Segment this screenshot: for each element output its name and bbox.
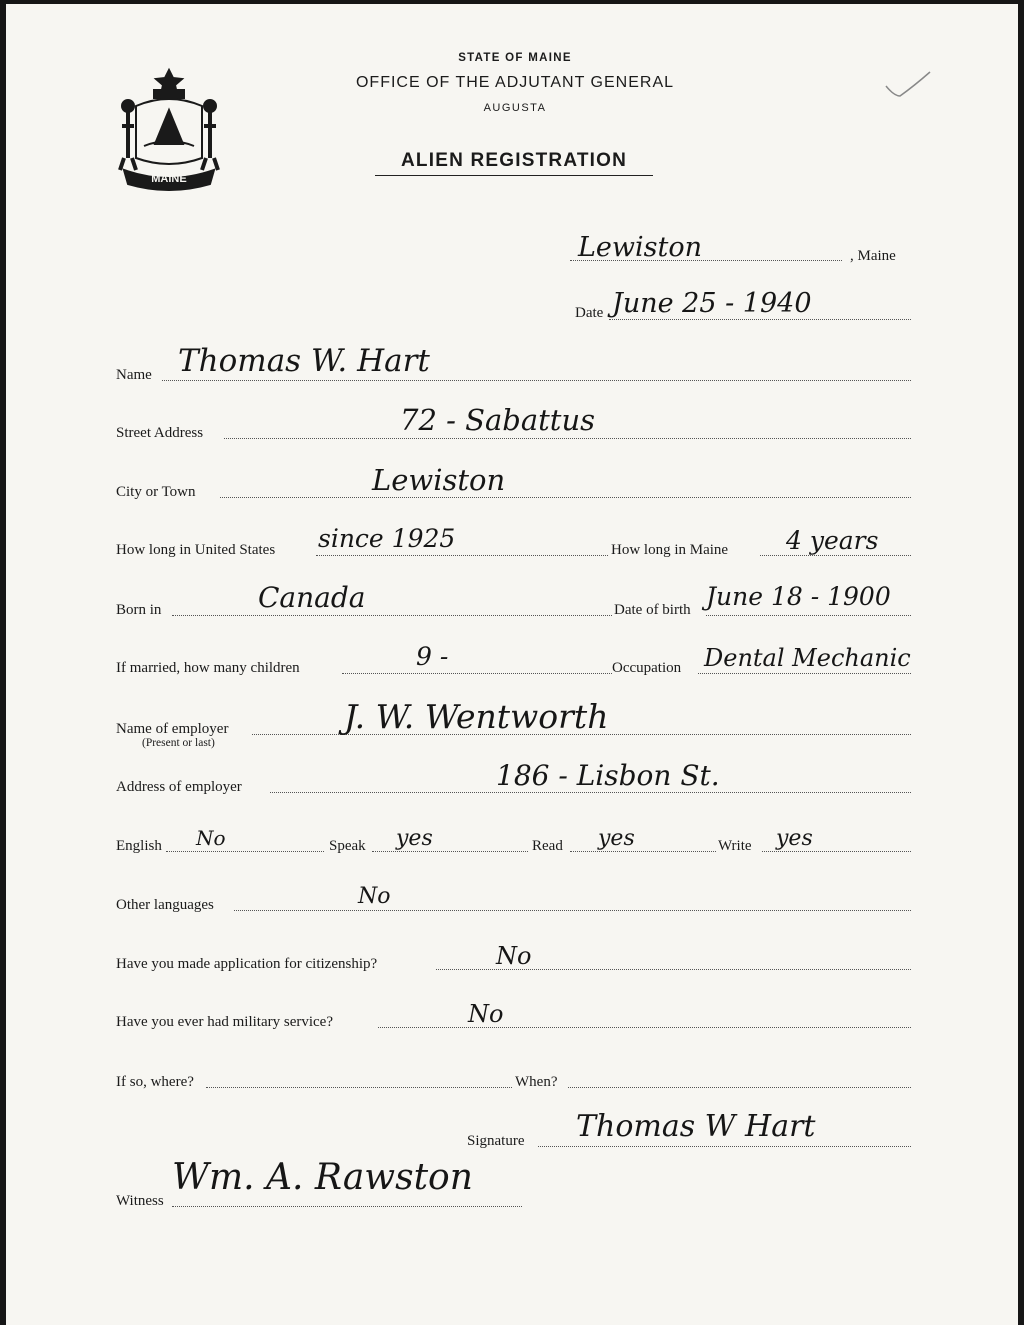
name-value[interactable]: Thomas W. Hart <box>178 343 430 379</box>
city-value[interactable]: Lewiston <box>372 463 506 497</box>
check-mark <box>884 70 934 100</box>
signature-line <box>538 1146 911 1147</box>
born-in-label: Born in <box>116 602 162 618</box>
when-label: When? <box>515 1074 558 1090</box>
where-label: If so, where? <box>116 1074 194 1090</box>
dob-label: Date of birth <box>614 602 691 618</box>
children-label: If married, how many children <box>116 660 300 676</box>
write-label: Write <box>718 838 752 854</box>
form-title: ALIEN REGISTRATION <box>375 150 653 176</box>
citizenship-label: Have you made application for citizenship? <box>116 956 378 972</box>
date-value[interactable]: June 25 - 1940 <box>612 288 812 319</box>
english-value[interactable]: No <box>196 826 226 850</box>
occupation-value[interactable]: Dental Mechanic <box>704 644 911 672</box>
employer-label: Name of employer <box>116 721 229 737</box>
how-long-maine-line <box>760 555 911 556</box>
when-line <box>568 1087 911 1088</box>
born-in-value[interactable]: Canada <box>258 581 366 614</box>
read-line <box>570 851 716 852</box>
where-line <box>206 1087 512 1088</box>
speak-line <box>372 851 528 852</box>
street-line <box>224 438 911 439</box>
witness-value[interactable]: Wm. A. Rawston <box>172 1157 473 1198</box>
other-languages-line <box>234 910 911 911</box>
scan-border-right <box>1018 0 1024 1325</box>
children-value[interactable]: 9 - <box>416 642 449 671</box>
dob-value[interactable]: June 18 - 1900 <box>706 582 891 611</box>
place-suffix-label: , Maine <box>850 248 896 264</box>
how-long-us-label: How long in United States <box>116 542 276 558</box>
military-value[interactable]: No <box>468 1000 504 1028</box>
other-languages-value[interactable]: No <box>358 884 391 909</box>
dob-line <box>706 615 911 616</box>
witness-line <box>172 1206 522 1207</box>
office-heading: OFFICE OF THE ADJUTANT GENERAL <box>355 74 675 91</box>
employer-sublabel: (Present or last) <box>142 737 215 749</box>
seal-label: MAINE <box>151 173 187 185</box>
place-value[interactable]: Lewiston <box>578 232 703 263</box>
other-languages-label: Other languages <box>116 897 214 913</box>
citizenship-value[interactable]: No <box>496 942 532 970</box>
date-line <box>609 319 911 320</box>
born-in-line <box>172 615 612 616</box>
military-line <box>378 1027 911 1028</box>
scan-border-left <box>0 0 6 1325</box>
witness-label: Witness <box>116 1193 164 1209</box>
name-label: Name <box>116 367 152 383</box>
street-value[interactable]: 72 - Sabattus <box>400 403 596 437</box>
read-label: Read <box>532 838 563 854</box>
english-line <box>166 851 324 852</box>
employer-address-label: Address of employer <box>116 779 242 795</box>
military-label: Have you ever had military service? <box>116 1014 333 1030</box>
city-label: City or Town <box>116 484 196 500</box>
date-label: Date <box>575 305 604 321</box>
city-line <box>220 497 911 498</box>
occupation-line <box>698 673 911 674</box>
read-value[interactable]: yes <box>598 826 635 851</box>
signature-value[interactable]: Thomas W Hart <box>576 1109 816 1144</box>
write-value[interactable]: yes <box>776 826 813 851</box>
speak-label: Speak <box>329 838 366 854</box>
street-label: Street Address <box>116 425 204 441</box>
city-heading: AUGUSTA <box>483 102 547 114</box>
scan-border-top <box>0 0 1024 4</box>
speak-value[interactable]: yes <box>396 826 433 851</box>
signature-label: Signature <box>467 1133 525 1149</box>
how-long-maine-value[interactable]: 4 years <box>786 526 879 555</box>
maine-state-seal <box>114 66 224 191</box>
children-line <box>342 673 612 674</box>
state-heading: STATE OF MAINE <box>458 52 572 64</box>
employer-address-line <box>270 792 911 793</box>
write-line <box>762 851 911 852</box>
occupation-label: Occupation <box>612 660 682 676</box>
how-long-us-line <box>316 555 608 556</box>
employer-address-value[interactable]: 186 - Lisbon St. <box>496 759 720 792</box>
name-line <box>162 380 911 381</box>
employer-value[interactable]: J. W. Wentworth <box>344 697 609 736</box>
english-label: English <box>116 838 162 854</box>
how-long-us-value[interactable]: since 1925 <box>318 524 456 553</box>
how-long-maine-label: How long in Maine <box>611 542 729 558</box>
